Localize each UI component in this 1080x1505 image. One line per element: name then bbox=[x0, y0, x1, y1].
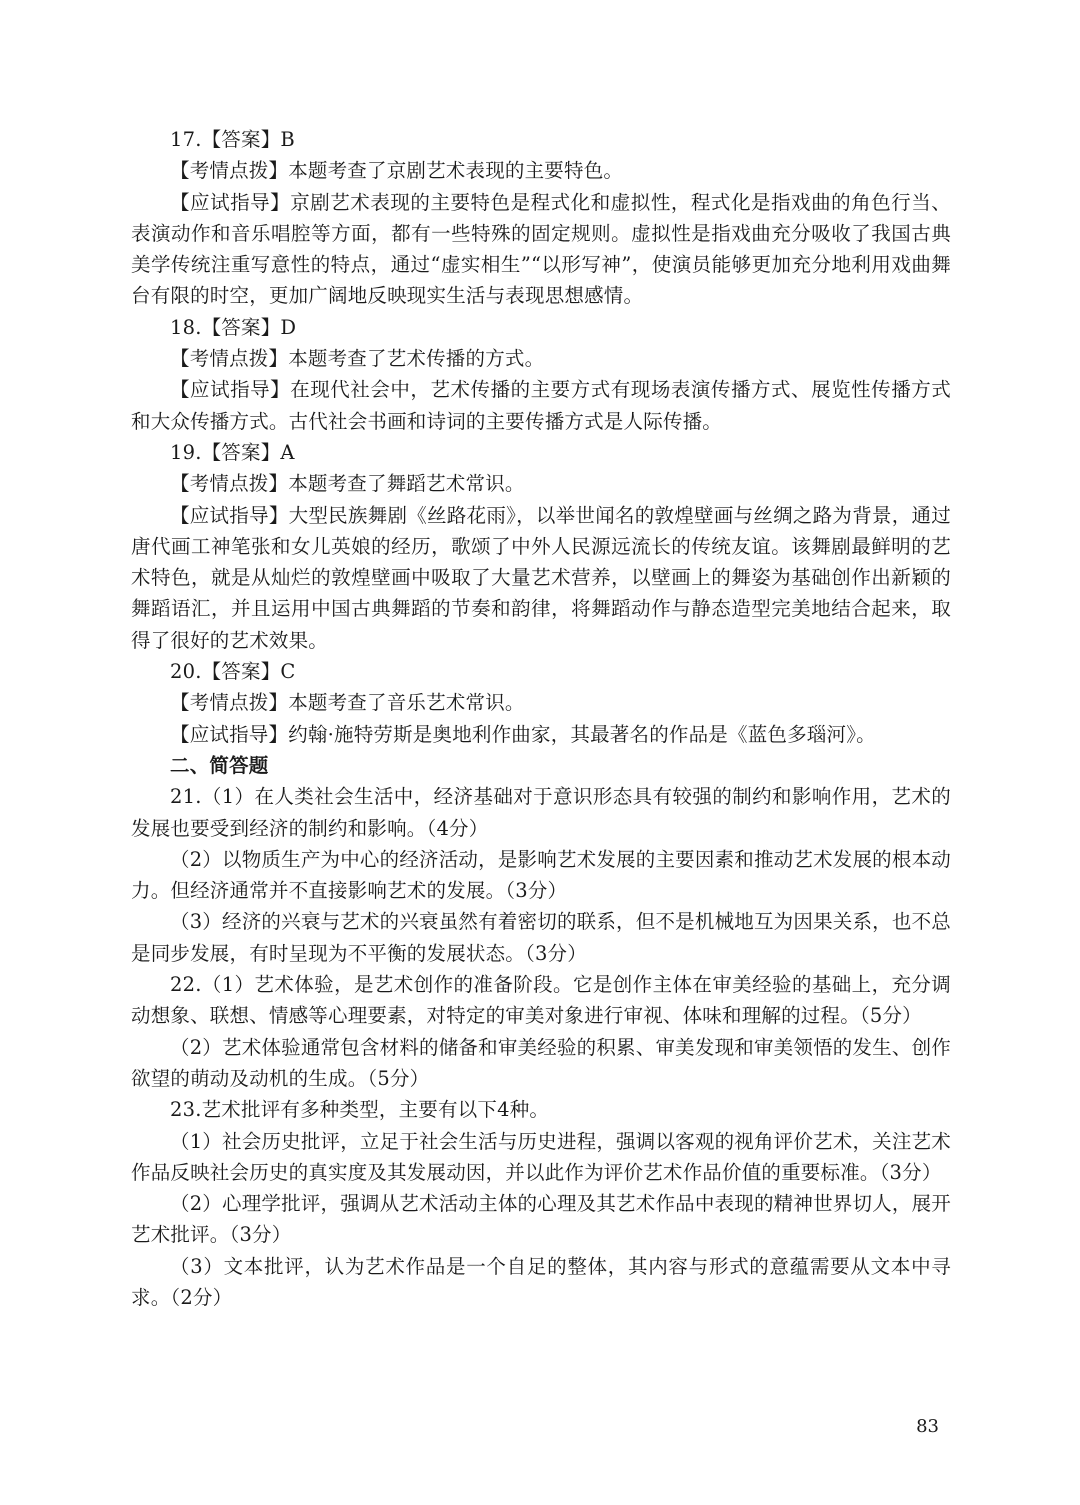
q22-part1: 22.（1）艺术体验，是艺术创作的准备阶段。它是创作主体在审美经验的基础上，充分调动想象、联想、情感等心理要素，对特定的审美对象进行审视、体味和理解的过程。（5分） bbox=[131, 973, 951, 1028]
q21-part2: （2）以物质生产为中心的经济活动，是影响艺术发展的主要因素和推动艺术发展的根本动力。但经济通常并不直接影响艺术的发展。（3分） bbox=[131, 847, 951, 903]
q23-intro: 23.艺术批评有多种类型，主要有以下4种。 bbox=[170, 1098, 550, 1122]
guidance-17: 【应试指导】京剧艺术表现的主要特色是程式化和虚拟性，程式化是指戏曲的角色行当、表演动作和音乐唱腔等方面，都有一些特殊的固定规则。虚拟性是指戏曲充分吸收了我国古典美学传统注重写意性的特点，通过“虚实相生”“以形写神”，使演员能够更加充分地利用戏曲舞台有限的时空，更加广阔地反映现实生活与表现思想感情。 bbox=[131, 190, 951, 308]
answer-17: 17.【答案】B bbox=[170, 128, 295, 151]
guidance-19: 【应试指导】大型民族舞剧《丝路花雨》，以举世闻名的敦煌壁画与丝绸之路为背景，通过唐代画工神笔张和女儿英娘的经历，歌颂了中外人民源远流长的传统友谊。该舞剧最鲜明的艺术特色，就是从灿烂的敦煌壁画中吸取了大量艺术营养，以壁画上的舞姿为基础创作出新颖的舞蹈语汇，并且运用中国古典舞蹈的节奏和韵律，将舞蹈动作与静态造型完美地结合起来，取得了很好的艺术效果。 bbox=[131, 503, 951, 652]
q21-part3: （3）经济的兴衰与艺术的兴衰虽然有着密切的联系，但不是机械地互为因果关系，也不总是同步发展，有时呈现为不平衡的发展状态。（3分） bbox=[131, 910, 951, 965]
q23-part2: （2）心理学批评，强调从艺术活动主体的心理及其艺术作品中表现的精神世界切人，展开艺术批评。（3分） bbox=[131, 1192, 951, 1247]
q23-part3: （3）文本批评，认为艺术作品是一个自足的整体，其内容与形式的意蕴需要从文本中寻求。（2分） bbox=[131, 1254, 951, 1309]
exam-point-19: 【考情点拨】本题考查了舞蹈艺术常识。 bbox=[170, 472, 525, 496]
exam-point-18: 【考情点拨】本题考查了艺术传播的方式。 bbox=[170, 347, 545, 371]
section-heading-short-answer: 二、简答题 bbox=[170, 753, 269, 777]
answer-18: 18.【答案】D bbox=[170, 315, 297, 339]
answer-19: 19.【答案】A bbox=[170, 440, 295, 464]
document-body bbox=[131, 124, 951, 1313]
guidance-20: 【应试指导】约翰·施特劳斯是奥地利作曲家，其最著名的作品是《蓝色多瑙河》。 bbox=[170, 722, 876, 746]
q23-part1: （1）社会历史批评，立足于社会生活与历史进程，强调以客观的视角评价艺术，关注艺术作品反映社会历史的真实度及其发展动因，并以此作为评价艺术作品价值的重要标准。（3分） bbox=[131, 1129, 951, 1184]
q22-part2: （2）艺术体验通常包含材料的储备和审美经验的积累、审美发现和审美领悟的发生、创作欲望的萌动及动机的生成。（5分） bbox=[131, 1035, 951, 1090]
guidance-18: 【应试指导】在现代社会中，艺术传播的主要方式有现场表演传播方式、展览性传播方式和大众传播方式。古代社会书画和诗词的主要传播方式是人际传播。 bbox=[131, 378, 951, 433]
exam-point-20: 【考情点拨】本题考查了音乐艺术常识。 bbox=[170, 691, 525, 715]
page-number: 83 bbox=[916, 1416, 939, 1437]
q21-part1: 21.（1）在人类社会生活中，经济基础对于意识形态具有较强的制约和影响作用，艺术的发展也要受到经济的制约和影响。（4分） bbox=[131, 785, 951, 840]
exam-point-17: 【考情点拨】本题考查了京剧艺术表现的主要特色。 bbox=[170, 159, 624, 183]
answer-20: 20.【答案】C bbox=[170, 660, 296, 684]
